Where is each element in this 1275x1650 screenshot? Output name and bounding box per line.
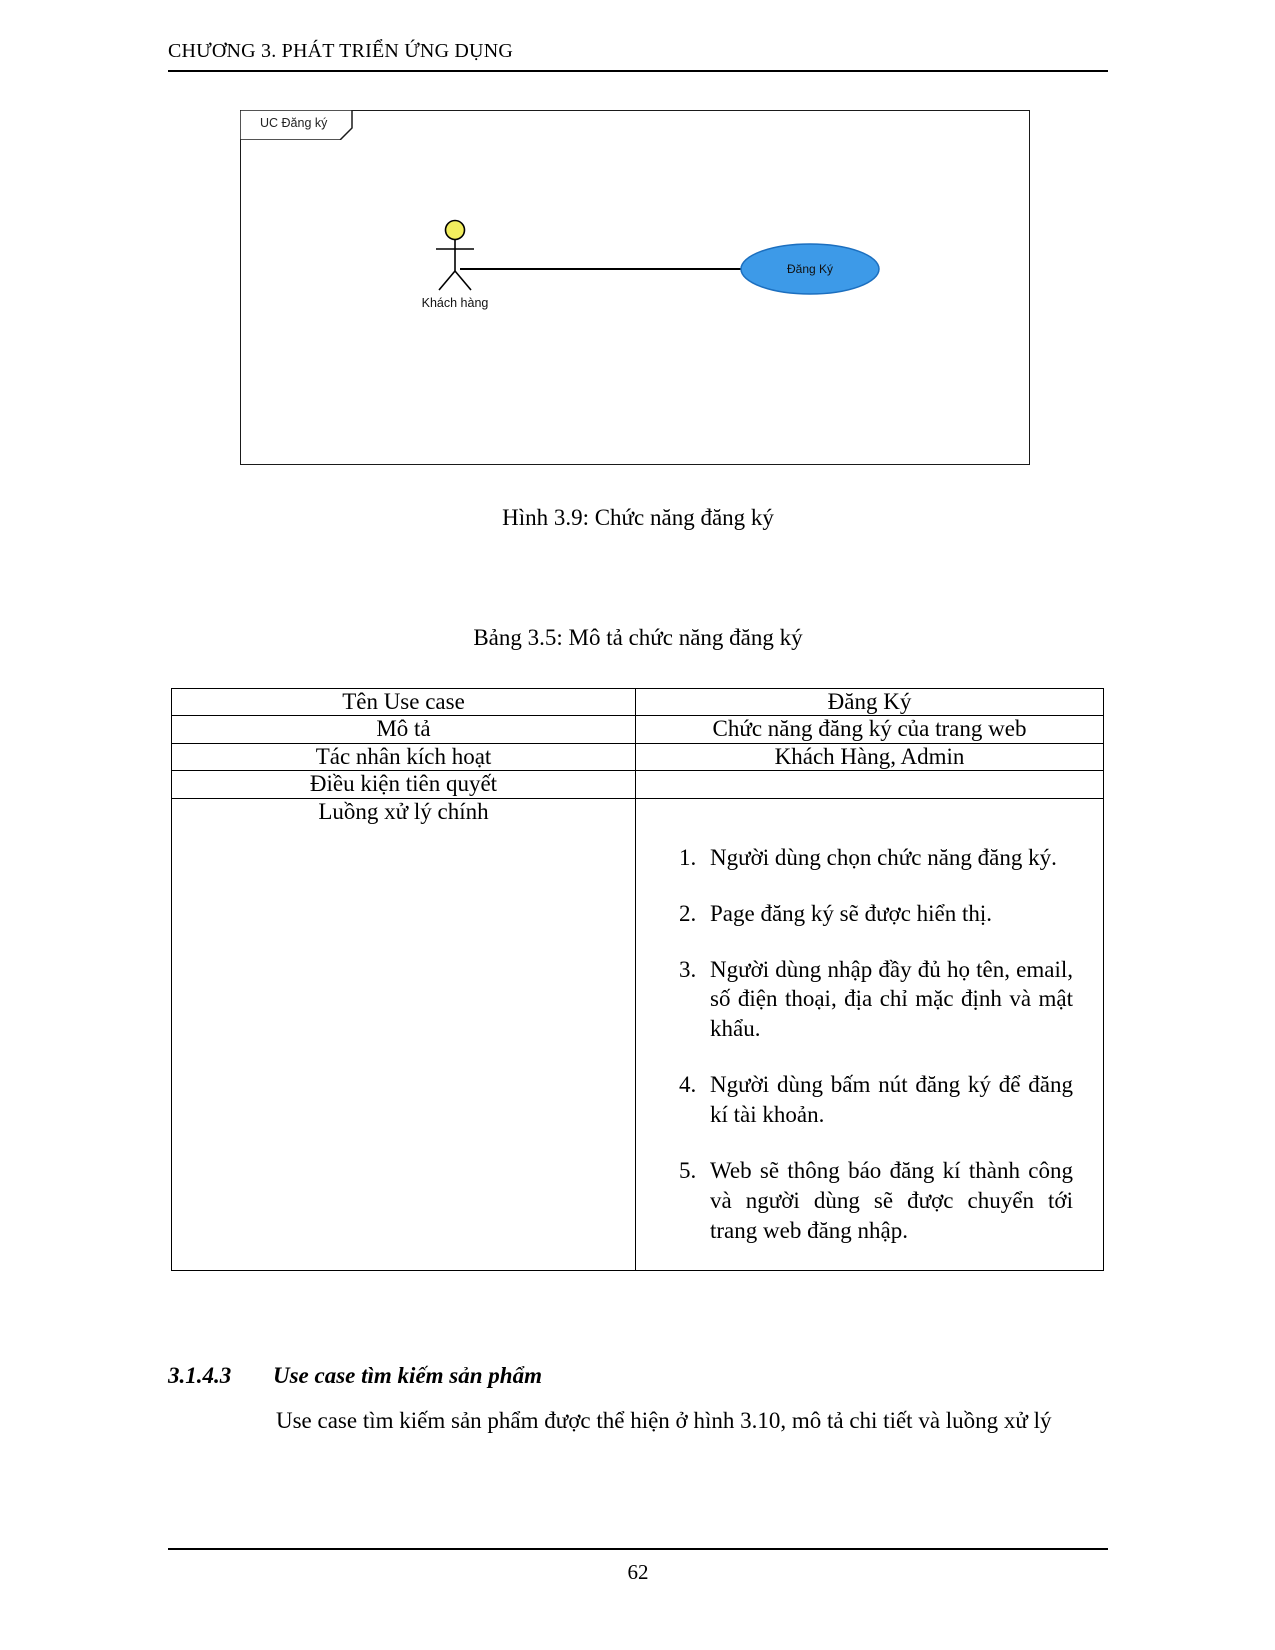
section-title: Use case tìm kiếm sản phẩm: [273, 1363, 542, 1388]
flow-step: 2. Page đăng ký sẽ được hiển thị.: [702, 899, 1073, 929]
section-number: 3.1.4.3: [168, 1363, 232, 1388]
flow-steps-list: [636, 799, 1103, 1270]
footer-divider: [168, 1548, 1108, 1550]
row-label: Mô tả: [172, 716, 636, 743]
actor-label: Khách hàng: [421, 296, 489, 310]
row-value: Chức năng đăng ký của trang web: [636, 716, 1104, 743]
uml-frame-label: UC Đăng ký: [260, 116, 328, 130]
section-heading: [168, 1363, 1108, 1389]
section-paragraph: Use case tìm kiếm sản phẩm được thể hiện ở hình 3.10, mô tả chi tiết và luồng xử lý: [276, 1408, 1052, 1433]
table-row-flow: [172, 798, 1104, 1270]
table-row: [172, 716, 1104, 743]
figure-caption: Hình 3.9: Chức năng đăng ký: [502, 505, 774, 530]
page-number: 62: [627, 1560, 649, 1584]
association-line: [460, 268, 743, 270]
usecase-diagram: [240, 110, 1030, 465]
table-caption: Bảng 3.5: Mô tả chức năng đăng ký: [473, 625, 803, 650]
row-value: [636, 771, 1104, 798]
usecase-description-table: [171, 688, 1104, 1271]
flow-step: 5. Web sẽ thông báo đăng kí thành công và người dùng sẽ được chuyển tới trang web đăng nhập.: [702, 1156, 1073, 1246]
row-value: Đăng Ký: [636, 689, 1104, 716]
row-label: Tên Use case: [172, 689, 636, 716]
header-divider: [168, 70, 1108, 72]
flow-steps-cell: [636, 798, 1104, 1270]
table-row: [172, 689, 1104, 716]
flow-step: 3. Người dùng nhập đầy đủ họ tên, email, số điện thoại, địa chỉ mặc định và mật khẩu.: [702, 955, 1073, 1045]
usecase-label: Đăng Ký: [786, 262, 834, 276]
uml-frame-border: [240, 110, 1030, 465]
running-header-text: CHƯƠNG 3. PHÁT TRIỂN ỨNG DỤNG: [168, 40, 513, 62]
running-header: [168, 40, 1108, 63]
table-row: [172, 743, 1104, 770]
row-label: Tác nhân kích hoạt: [172, 743, 636, 770]
flow-label: Luồng xử lý chính: [172, 798, 636, 1270]
flow-step: 4. Người dùng bấm nút đăng ký để đăng kí tài khoản.: [702, 1070, 1073, 1130]
flow-step: 1. Người dùng chọn chức năng đăng ký.: [702, 843, 1073, 873]
row-label: Điều kiện tiên quyết: [172, 771, 636, 798]
usecase-node-dang-ky: [740, 243, 880, 295]
table-row: [172, 771, 1104, 798]
row-value: Khách Hàng, Admin: [636, 743, 1104, 770]
